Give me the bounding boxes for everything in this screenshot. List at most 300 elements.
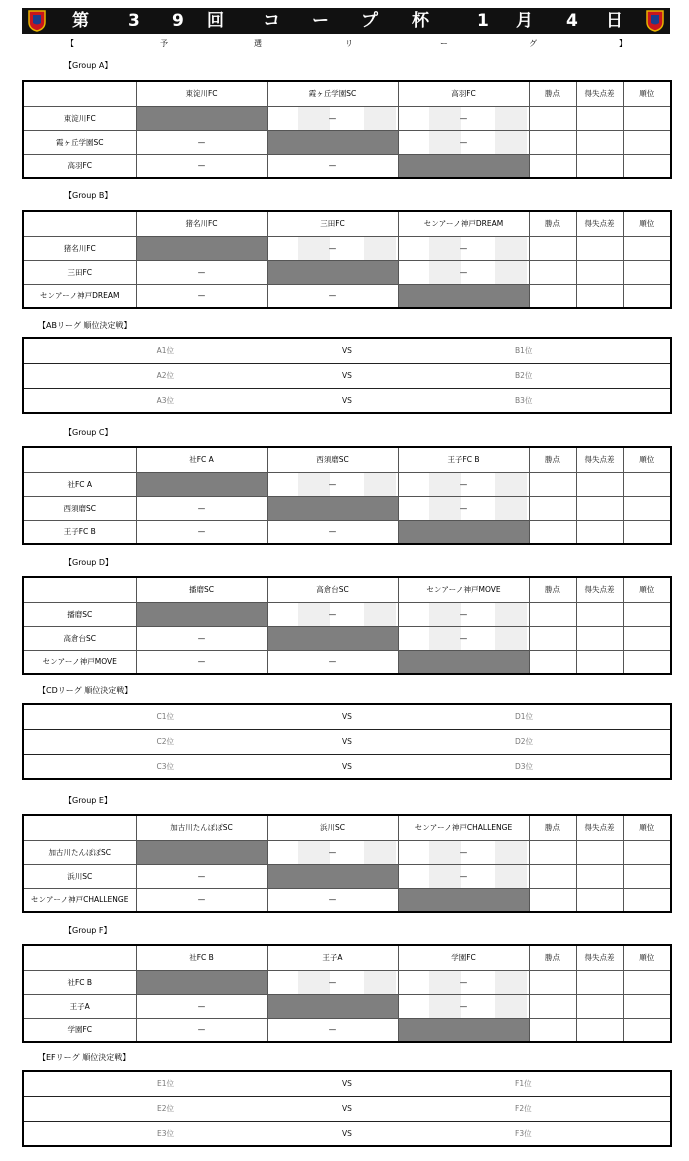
- ranking-table: [22, 1070, 672, 1147]
- rank-cell: [623, 236, 671, 260]
- score-cell: [267, 650, 398, 674]
- ranking-row: [23, 388, 671, 413]
- score-dash: —: [459, 479, 468, 489]
- self-match-cell: [136, 472, 267, 496]
- ranking-right-slot: B2位: [405, 363, 671, 388]
- group-table: [22, 446, 672, 545]
- score-cell: [398, 130, 529, 154]
- team-row-header: 高倉台SC: [23, 626, 136, 650]
- ranking-table: [22, 703, 672, 780]
- score-dash: —: [197, 291, 206, 301]
- points-cell: [529, 236, 576, 260]
- team-column-header: センアーノ神戸DREAM: [398, 211, 529, 236]
- team-row: [23, 130, 671, 154]
- self-match-cell: [398, 284, 529, 308]
- points-cell: [529, 472, 576, 496]
- team-column-header: 加古川たんぽぽSC: [136, 815, 267, 840]
- subtitle-char: グ: [529, 39, 537, 48]
- corner-cell: [23, 447, 136, 472]
- subtitle-char: 選: [254, 39, 262, 48]
- score-cell: [267, 1018, 398, 1042]
- goal-diff-cell: [576, 154, 623, 178]
- corner-cell: [23, 211, 136, 236]
- score-cell: [267, 154, 398, 178]
- score-cell: [136, 1018, 267, 1042]
- goal-diff-cell: [576, 520, 623, 544]
- score-dash: —: [197, 633, 206, 643]
- ranking-right-slot: F2位: [405, 1096, 671, 1121]
- score-cell: [136, 154, 267, 178]
- points-cell: [529, 994, 576, 1018]
- score-dash: —: [459, 113, 468, 123]
- goal-diff-cell: [576, 236, 623, 260]
- score-cell: [267, 888, 398, 912]
- team-row-header: 三田FC: [23, 260, 136, 284]
- ranking-row: [23, 704, 671, 729]
- rank-cell: [623, 864, 671, 888]
- score-dash: —: [459, 609, 468, 619]
- team-column-header: 浜川SC: [267, 815, 398, 840]
- title-char: 月: [516, 11, 533, 31]
- corner-cell: [23, 81, 136, 106]
- goal-diff-header: 得失点差: [576, 81, 623, 106]
- group-table: [22, 576, 672, 675]
- team-row-header: センアーノ神戸CHALLENGE: [23, 888, 136, 912]
- ranking-row: [23, 1096, 671, 1121]
- rank-cell: [623, 840, 671, 864]
- points-cell: [529, 626, 576, 650]
- ranking-row: [23, 1121, 671, 1146]
- rank-cell: [623, 130, 671, 154]
- rank-cell: [623, 650, 671, 674]
- score-cell: [136, 284, 267, 308]
- score-cell: [398, 970, 529, 994]
- team-row-header: センアーノ神戸DREAM: [23, 284, 136, 308]
- group-header-row: [23, 945, 671, 970]
- subtitle-char: ー: [440, 39, 448, 48]
- cd-ranking-label: 【CDリーグ 順位決定戦】: [38, 686, 133, 695]
- corner-cell: [23, 945, 136, 970]
- goal-diff-cell: [576, 840, 623, 864]
- team-row-header: 王子FC B: [23, 520, 136, 544]
- rank-header: 順位: [623, 577, 671, 602]
- self-match-cell: [267, 994, 398, 1018]
- team-row-header: 王子A: [23, 994, 136, 1018]
- vs-label: VS: [289, 338, 405, 363]
- team-column-header: 社FC A: [136, 447, 267, 472]
- score-cell: [136, 864, 267, 888]
- score-dash: —: [197, 503, 206, 513]
- score-dash: —: [328, 847, 337, 857]
- self-match-cell: [398, 1018, 529, 1042]
- score-cell: [398, 472, 529, 496]
- score-dash: —: [328, 1025, 337, 1035]
- score-dash: —: [328, 479, 337, 489]
- team-row: [23, 1018, 671, 1042]
- self-match-cell: [136, 106, 267, 130]
- ranking-right-slot: D3位: [405, 754, 671, 779]
- vs-label: VS: [289, 388, 405, 413]
- subtitle-char: 予: [160, 39, 168, 48]
- score-cell: [136, 994, 267, 1018]
- team-row: [23, 840, 671, 864]
- self-match-cell: [398, 154, 529, 178]
- self-match-cell: [267, 626, 398, 650]
- group-header-row: [23, 815, 671, 840]
- score-cell: [398, 106, 529, 130]
- score-dash: —: [197, 657, 206, 667]
- goal-diff-cell: [576, 472, 623, 496]
- ranking-left-slot: C3位: [23, 754, 289, 779]
- team-row-header: 浜川SC: [23, 864, 136, 888]
- score-dash: —: [328, 291, 337, 301]
- points-header: 勝点: [529, 577, 576, 602]
- team-row-header: 高羽FC: [23, 154, 136, 178]
- self-match-cell: [267, 260, 398, 284]
- title-bar: [22, 8, 670, 34]
- score-dash: —: [197, 1001, 206, 1011]
- team-row: [23, 260, 671, 284]
- team-column-header: 西須磨SC: [267, 447, 398, 472]
- ab-ranking-label: 【ABリーグ 順位決定戦】: [38, 321, 132, 330]
- goal-diff-cell: [576, 864, 623, 888]
- self-match-cell: [267, 864, 398, 888]
- title-char: 3: [128, 11, 140, 31]
- corner-cell: [23, 577, 136, 602]
- score-dash: —: [459, 847, 468, 857]
- team-column-header: 播磨SC: [136, 577, 267, 602]
- team-column-header: 猪名川FC: [136, 211, 267, 236]
- rank-cell: [623, 472, 671, 496]
- ranking-table: [22, 337, 672, 414]
- group-table: [22, 210, 672, 309]
- self-match-cell: [398, 650, 529, 674]
- ranking-row: [23, 338, 671, 363]
- title-char: 回: [207, 11, 224, 31]
- subtitle-char: 【: [66, 39, 74, 48]
- group-table: [22, 80, 672, 179]
- rank-cell: [623, 1018, 671, 1042]
- goal-diff-header: 得失点差: [576, 211, 623, 236]
- score-dash: —: [328, 161, 337, 171]
- rank-cell: [623, 888, 671, 912]
- vs-label: VS: [289, 754, 405, 779]
- points-cell: [529, 154, 576, 178]
- title-char: 9: [172, 11, 184, 31]
- ranking-left-slot: A2位: [23, 363, 289, 388]
- team-row: [23, 520, 671, 544]
- team-row-header: 社FC B: [23, 970, 136, 994]
- team-column-header: 学園FC: [398, 945, 529, 970]
- emblem-left-icon: [28, 10, 46, 32]
- team-row: [23, 284, 671, 308]
- group-b-label: 【Group B】: [64, 191, 113, 200]
- score-cell: [398, 236, 529, 260]
- title-char: 4: [566, 11, 578, 31]
- score-cell: [267, 970, 398, 994]
- ranking-left-slot: E2位: [23, 1096, 289, 1121]
- title-char: 第: [72, 11, 89, 31]
- team-column-header: 三田FC: [267, 211, 398, 236]
- score-dash: —: [328, 113, 337, 123]
- team-column-header: 霞ヶ丘学園SC: [267, 81, 398, 106]
- score-dash: —: [459, 267, 468, 277]
- rank-cell: [623, 154, 671, 178]
- points-header: 勝点: [529, 447, 576, 472]
- score-cell: [267, 840, 398, 864]
- score-cell: [136, 888, 267, 912]
- self-match-cell: [136, 236, 267, 260]
- goal-diff-cell: [576, 260, 623, 284]
- points-cell: [529, 864, 576, 888]
- rank-cell: [623, 496, 671, 520]
- score-dash: —: [328, 977, 337, 987]
- team-row: [23, 626, 671, 650]
- rank-cell: [623, 626, 671, 650]
- ranking-row: [23, 729, 671, 754]
- team-column-header: 高倉台SC: [267, 577, 398, 602]
- ranking-right-slot: B1位: [405, 338, 671, 363]
- score-dash: —: [197, 895, 206, 905]
- goal-diff-header: 得失点差: [576, 945, 623, 970]
- points-cell: [529, 970, 576, 994]
- group-f-label: 【Group F】: [64, 926, 112, 935]
- team-column-header: 東淀川FC: [136, 81, 267, 106]
- ranking-right-slot: F3位: [405, 1121, 671, 1146]
- score-dash: —: [459, 243, 468, 253]
- rank-cell: [623, 970, 671, 994]
- points-cell: [529, 520, 576, 544]
- rank-cell: [623, 520, 671, 544]
- ranking-left-slot: A1位: [23, 338, 289, 363]
- team-row-header: 播磨SC: [23, 602, 136, 626]
- vs-label: VS: [289, 1071, 405, 1096]
- group-d-label: 【Group D】: [64, 558, 114, 567]
- ranking-row: [23, 363, 671, 388]
- title-char: コ: [263, 11, 280, 31]
- score-cell: [267, 236, 398, 260]
- score-dash: —: [328, 657, 337, 667]
- score-cell: [136, 130, 267, 154]
- vs-label: VS: [289, 1096, 405, 1121]
- team-column-header: 社FC B: [136, 945, 267, 970]
- score-cell: [398, 864, 529, 888]
- team-row: [23, 236, 671, 260]
- team-row: [23, 472, 671, 496]
- score-cell: [136, 496, 267, 520]
- rank-cell: [623, 284, 671, 308]
- score-cell: [398, 840, 529, 864]
- goal-diff-cell: [576, 106, 623, 130]
- ranking-right-slot: D1位: [405, 704, 671, 729]
- goal-diff-cell: [576, 650, 623, 674]
- group-header-row: [23, 447, 671, 472]
- points-cell: [529, 888, 576, 912]
- goal-diff-cell: [576, 602, 623, 626]
- score-dash: —: [459, 137, 468, 147]
- points-header: 勝点: [529, 945, 576, 970]
- score-cell: [136, 520, 267, 544]
- team-row: [23, 650, 671, 674]
- score-cell: [136, 260, 267, 284]
- group-table: [22, 814, 672, 913]
- goal-diff-cell: [576, 496, 623, 520]
- ranking-row: [23, 754, 671, 779]
- score-cell: [136, 650, 267, 674]
- score-dash: —: [459, 871, 468, 881]
- rank-header: 順位: [623, 211, 671, 236]
- group-header-row: [23, 81, 671, 106]
- group-header-row: [23, 577, 671, 602]
- score-dash: —: [197, 137, 206, 147]
- self-match-cell: [136, 840, 267, 864]
- ranking-right-slot: D2位: [405, 729, 671, 754]
- goal-diff-header: 得失点差: [576, 447, 623, 472]
- self-match-cell: [136, 602, 267, 626]
- score-dash: —: [328, 895, 337, 905]
- team-row-header: 西須磨SC: [23, 496, 136, 520]
- points-header: 勝点: [529, 211, 576, 236]
- group-a-label: 【Group A】: [64, 61, 113, 70]
- team-row-header: 東淀川FC: [23, 106, 136, 130]
- corner-cell: [23, 815, 136, 840]
- points-cell: [529, 260, 576, 284]
- score-cell: [267, 284, 398, 308]
- score-dash: —: [197, 1025, 206, 1035]
- vs-label: VS: [289, 1121, 405, 1146]
- team-column-header: センアーノ神戸CHALLENGE: [398, 815, 529, 840]
- group-table: [22, 944, 672, 1043]
- group-e-label: 【Group E】: [64, 796, 112, 805]
- score-dash: —: [328, 609, 337, 619]
- goal-diff-header: 得失点差: [576, 815, 623, 840]
- score-dash: —: [197, 267, 206, 277]
- score-cell: [398, 626, 529, 650]
- team-column-header: 王子FC B: [398, 447, 529, 472]
- rank-cell: [623, 602, 671, 626]
- goal-diff-cell: [576, 130, 623, 154]
- ranking-right-slot: F1位: [405, 1071, 671, 1096]
- goal-diff-cell: [576, 888, 623, 912]
- rank-cell: [623, 106, 671, 130]
- points-cell: [529, 650, 576, 674]
- score-dash: —: [328, 243, 337, 253]
- ranking-left-slot: C2位: [23, 729, 289, 754]
- score-dash: —: [459, 633, 468, 643]
- goal-diff-cell: [576, 284, 623, 308]
- points-cell: [529, 840, 576, 864]
- title-char: 1: [477, 11, 489, 31]
- vs-label: VS: [289, 704, 405, 729]
- title-char: 杯: [412, 11, 429, 31]
- score-dash: —: [197, 161, 206, 171]
- score-cell: [267, 472, 398, 496]
- goal-diff-cell: [576, 970, 623, 994]
- team-row-header: 学園FC: [23, 1018, 136, 1042]
- goal-diff-cell: [576, 994, 623, 1018]
- rank-cell: [623, 260, 671, 284]
- goal-diff-header: 得失点差: [576, 577, 623, 602]
- ranking-left-slot: E1位: [23, 1071, 289, 1096]
- team-row-header: 霞ヶ丘学園SC: [23, 130, 136, 154]
- team-row: [23, 994, 671, 1018]
- score-dash: —: [197, 871, 206, 881]
- self-match-cell: [267, 130, 398, 154]
- group-c-label: 【Group C】: [64, 428, 113, 437]
- points-cell: [529, 130, 576, 154]
- team-row: [23, 602, 671, 626]
- team-row-header: 猪名川FC: [23, 236, 136, 260]
- rank-header: 順位: [623, 815, 671, 840]
- self-match-cell: [398, 520, 529, 544]
- score-dash: —: [197, 527, 206, 537]
- team-row: [23, 888, 671, 912]
- score-cell: [136, 626, 267, 650]
- self-match-cell: [136, 970, 267, 994]
- title-char: プ: [361, 11, 378, 31]
- score-cell: [267, 106, 398, 130]
- ranking-left-slot: C1位: [23, 704, 289, 729]
- subtitle-char: リ: [345, 39, 353, 48]
- emblem-right-icon: [646, 10, 664, 32]
- score-cell: [267, 602, 398, 626]
- team-row: [23, 496, 671, 520]
- goal-diff-cell: [576, 1018, 623, 1042]
- team-row: [23, 970, 671, 994]
- score-cell: [398, 602, 529, 626]
- title-char: 日: [606, 11, 623, 31]
- score-dash: —: [459, 503, 468, 513]
- points-cell: [529, 1018, 576, 1042]
- ranking-left-slot: E3位: [23, 1121, 289, 1146]
- rank-header: 順位: [623, 447, 671, 472]
- goal-diff-cell: [576, 626, 623, 650]
- score-cell: [398, 496, 529, 520]
- points-cell: [529, 284, 576, 308]
- group-header-row: [23, 211, 671, 236]
- score-cell: [398, 994, 529, 1018]
- vs-label: VS: [289, 363, 405, 388]
- team-row-header: 社FC A: [23, 472, 136, 496]
- rank-header: 順位: [623, 81, 671, 106]
- team-row: [23, 154, 671, 178]
- ranking-left-slot: A3位: [23, 388, 289, 413]
- self-match-cell: [267, 496, 398, 520]
- team-column-header: 王子A: [267, 945, 398, 970]
- ranking-row: [23, 1071, 671, 1096]
- team-row-header: センアーノ神戸MOVE: [23, 650, 136, 674]
- title-char: ー: [312, 11, 329, 31]
- rank-cell: [623, 994, 671, 1018]
- score-dash: —: [328, 527, 337, 537]
- score-dash: —: [459, 977, 468, 987]
- vs-label: VS: [289, 729, 405, 754]
- team-row-header: 加古川たんぽぽSC: [23, 840, 136, 864]
- rank-header: 順位: [623, 945, 671, 970]
- team-row: [23, 864, 671, 888]
- score-cell: [267, 520, 398, 544]
- team-row: [23, 106, 671, 130]
- score-dash: —: [459, 1001, 468, 1011]
- team-column-header: センアーノ神戸MOVE: [398, 577, 529, 602]
- self-match-cell: [398, 888, 529, 912]
- points-header: 勝点: [529, 81, 576, 106]
- subtitle-char: 】: [619, 39, 627, 48]
- ef-ranking-label: 【EFリーグ 順位決定戦】: [38, 1053, 131, 1062]
- points-cell: [529, 496, 576, 520]
- ranking-right-slot: B3位: [405, 388, 671, 413]
- points-header: 勝点: [529, 815, 576, 840]
